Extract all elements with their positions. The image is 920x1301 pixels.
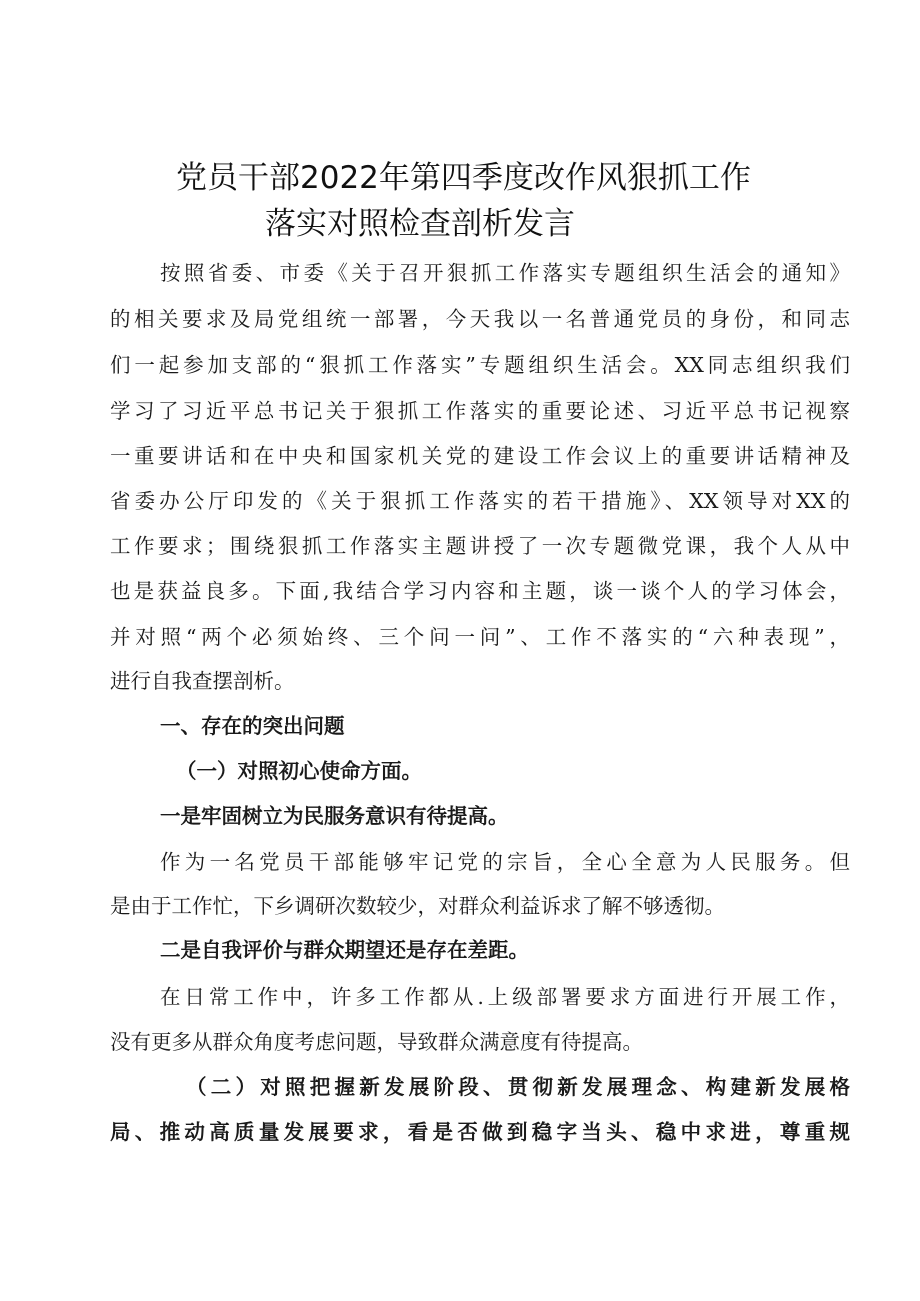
title-line-1: 党员干部2022年第四季度改作风狠抓工作 (176, 160, 751, 196)
point-2-heading: 二是自我评价与群众期望还是存在差距。 (160, 938, 529, 962)
title-line-2: 落实对照检查剖析发言 (265, 206, 575, 242)
intro-line-1: 按照省委、市委《关于召开狠抓工作落实专题组织生活会的通知》 (160, 261, 850, 285)
point-2-line-2: 没有更多从群众角度考虑问题，导致群众满意度有待提高。 (110, 1030, 643, 1054)
intro-line-8: 也是获益良多。下面,我结合学习内容和主题，谈一谈个人的学习体会， (110, 579, 850, 603)
intro-line-6: 省委办公厅印发的《关于狠抓工作落实的若干措施》、XX领导对XX的 (110, 489, 850, 513)
point-1-heading: 一是牢固树立为民服务意识有待提高。 (160, 804, 509, 828)
intro-line-5: 一重要讲话和在中央和国家机关党的建设工作会议上的重要讲话精神及 (110, 444, 850, 468)
point-2-line-1: 在日常工作中，许多工作都从.上级部署要求方面进行开展工作， (160, 985, 850, 1009)
intro-line-3: 们一起参加支部的“狠抓工作落实”专题组织生活会。XX同志组织我们 (110, 353, 850, 377)
point-1-line-2: 是由于工作忙，下乡调研次数较少，对群众利益诉求了解不够透彻。 (110, 894, 725, 918)
subsection-1-heading: （一）对照初心使命方面。 (176, 759, 422, 783)
intro-line-9: 并对照“两个必须始终、三个问一问”、工作不落实的“六种表现”， (110, 625, 850, 649)
subsection-2-line-2: 局、推动高质量发展要求，看是否做到稳字当头、稳中求进，尊重规 (110, 1120, 850, 1144)
intro-line-4: 学习了习近平总书记关于狠抓工作落实的重要论述、习近平总书记视察 (110, 399, 850, 423)
intro-line-7: 工作要求；围绕狠抓工作落实主题讲授了一次专题微党课，我个人从中 (110, 534, 850, 558)
section-1-heading: 一、存在的突出问题 (160, 714, 345, 738)
intro-line-2: 的相关要求及局党组统一部署，今天我以一名普通党员的身份，和同志 (110, 307, 850, 331)
intro-line-10: 进行自我查摆剖析。 (110, 669, 295, 693)
subsection-2-line-1: （二）对照把握新发展阶段、贯彻新发展理念、构建新发展格 (186, 1075, 850, 1099)
point-1-line-1: 作为一名党员干部能够牢记党的宗旨，全心全意为人民服务。但 (160, 850, 850, 874)
